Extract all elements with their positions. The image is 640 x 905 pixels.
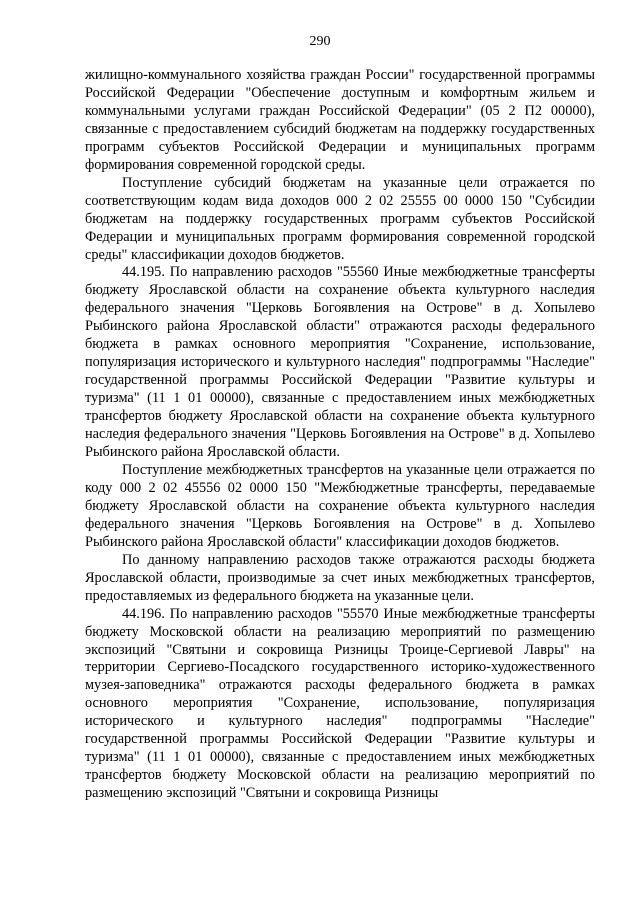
page-number: 290 xyxy=(309,34,331,49)
document-body xyxy=(85,67,595,803)
paragraph-transfer-receipt: Поступление межбюджетных трансфертов на указанные цели отражается по коду 000 2 02 45556 02 0000 150 "Межбюджетные трансферты, передаваемые бюджету Ярославской области на сохранение объекта культурного наследия федерального значения "Церковь Богоявления на Острове" в д. Хопылево Рыбинского района Ярославской области" классификации доходов бюджетов. xyxy=(85,461,595,550)
paragraph-regional-expenses: По данному направлению расходов также отражаются расходы бюджета Ярославской области, производимые за счет иных межбюджетных трансфертов, предоставляемых из федерального бюджета на указанные цели. xyxy=(85,551,595,604)
paragraph-44-196: 44.196. По направлению расходов "55570 Иные межбюджетные трансферты бюджету Московской области на реализацию мероприятий по размещению экспозиций "Святыни и сокровища Ризницы Троице-Сергиевой Лавры" на территории Сергиево-Посадского государственного историко-художественного музея-заповедника" отражаются расходы федерального бюджета в рамках основного мероприятия "Сохранение, использование, популяризация исторического и культурного наследия" подпрограммы "Наследие" государственной программы Российской Федерации "Развитие культуры и туризма" (11 1 01 00000), связанные с предоставлением иных межбюджетных трансфертов бюджету Московской области на реализацию мероприятий по размещению экспозиций "Святыни и сокровища Ризницы xyxy=(85,605,595,802)
paragraph-continuation: жилищно-коммунального хозяйства граждан России" государственной программы Российской Федерации "Обеспечение доступным и комфортным жильем и коммунальными услугами граждан Российской Федерации" (05 2 П2 00000), связанные с предоставлением субсидий бюджетам на поддержку государственных программ субъектов Российской Федерации и муниципальных программ формирования современной городской среды. xyxy=(85,67,595,173)
paragraph-subsidy-receipt: Поступление субсидий бюджетам на указанные цели отражается по соответствующим кодам вида доходов 000 2 02 25555 00 0000 150 "Субсидии бюджетам на поддержку государственных программ субъектов Российской Федерации и муниципальных программ формирования современной городской среды" классификации доходов бюджетов. xyxy=(85,174,595,263)
paragraph-44-195: 44.195. По направлению расходов "55560 Иные межбюджетные трансферты бюджету Ярославской области на сохранение объекта культурного наследия федерального значения "Церковь Богоявления на Острове" в д. Хопылево Рыбинского района Ярославской области" отражаются расходы федерального бюджета в рамках основного мероприятия "Сохранение, использование, популяризация исторического и культурного наследия" подпрограммы "Наследие" государственной программы Российской Федерации "Развитие культуры и туризма" (11 1 01 00000), связанные с предоставлением иных межбюджетных трансфертов бюджету Ярославской области на сохранение объекта культурного наследия федерального значения "Церковь Богоявления на Острове" в д. Хопылево Рыбинского района Ярославской области. xyxy=(85,264,595,461)
